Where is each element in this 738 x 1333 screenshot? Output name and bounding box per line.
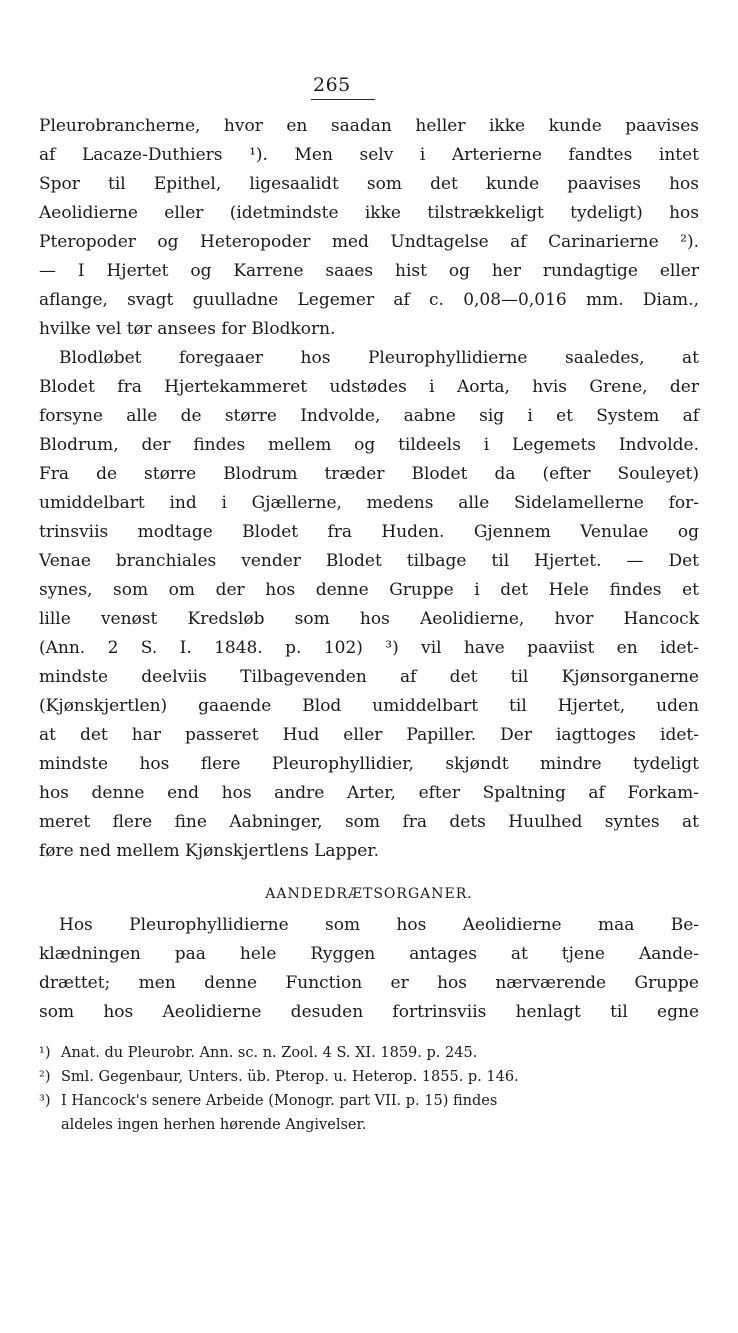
body-line: synes, som om der hos denne Gruppe i det Hele findes et: [39, 580, 699, 600]
footnote: [39, 1068, 699, 1086]
body-line: meret flere fine Aabninger, som fra dets Huulhed syntes at: [39, 812, 699, 832]
body-line: hos denne end hos andre Arter, efter Spaltning af Forkam-: [39, 783, 699, 803]
body-line: lille venøst Kredsløb som hos Aeolidierne, hvor Hancock: [39, 609, 699, 629]
body-line: aflange, svagt guulladne Legemer af c. 0,08—0,016 mm. Diam.,: [39, 290, 699, 310]
body-line: Fra de større Blodrum træder Blodet da (efter Souleyet): [39, 464, 699, 484]
footnote-marker: ¹): [39, 1045, 51, 1061]
section-heading: AANDEDRÆTSORGANER.: [265, 886, 473, 902]
footnote-text: Anat. du Pleurobr. Ann. sc. n. Zool. 4 S. XI. 1859. p. 245.: [61, 1045, 478, 1061]
body-line: at det har passeret Hud eller Papiller. Der iagttoges idet-: [39, 725, 699, 745]
body-line: Pleurobrancherne, hvor en saadan heller ikke kunde paavises: [39, 116, 699, 136]
footnote-text: Sml. Gegenbaur, Unters. üb. Pterop. u. Heterop. 1855. p. 146.: [61, 1069, 519, 1085]
body-line: Spor til Epithel, ligesaalidt som det kunde paavises hos: [39, 174, 699, 194]
body-line: Pteropoder og Heteropoder med Undtagelse af Carinarierne ²).: [39, 232, 699, 252]
body-line: — I Hjertet og Karrene saaes hist og her rundagtige eller: [39, 261, 699, 281]
footnote-text: I Hancock's senere Arbeide (Monogr. part VII. p. 15) findes: [61, 1093, 498, 1109]
body-line: føre ned mellem Kjønskjertlens Lapper.: [39, 841, 380, 861]
page-number: 265: [313, 74, 351, 96]
body-line: Venae branchiales vender Blodet tilbage til Hjertet. — Det: [39, 551, 699, 571]
body-line: (Ann. 2 S. I. 1848. p. 102) ³) vil have paaviist en idet-: [39, 638, 699, 658]
body-line: (Kjønskjertlen) gaaende Blod umiddelbart til Hjertet, uden: [39, 696, 699, 716]
body-line: umiddelbart ind i Gjællerne, medens alle Sidelamellerne for-: [39, 493, 699, 513]
body-line: forsyne alle de større Indvolde, aabne sig i et System af: [39, 406, 699, 426]
body-line: Blodløbet foregaaer hos Pleurophyllidierne saaledes, at: [59, 348, 699, 368]
footnote-text: aldeles ingen herhen hørende Angivelser.: [61, 1117, 367, 1133]
body-line: hvilke vel tør ansees for Blodkorn.: [39, 319, 336, 339]
body-line: som hos Aeolidierne desuden fortrinsviis henlagt til egne: [39, 1002, 699, 1022]
footnote-marker: ²): [39, 1069, 51, 1085]
body-line: Hos Pleurophyllidierne som hos Aeolidierne maa Be-: [59, 915, 699, 935]
body-line: Aeolidierne eller (idetmindste ikke tilstrækkeligt tydeligt) hos: [39, 203, 699, 223]
body-line: Blodrum, der findes mellem og tildeels i Legemets Indvolde.: [39, 435, 699, 455]
body-line: trinsviis modtage Blodet fra Huden. Gjennem Venulae og: [39, 522, 699, 542]
body-line: mindste deelviis Tilbagevenden af det til Kjønsorganerne: [39, 667, 699, 687]
footnote: [39, 1116, 699, 1134]
body-line: drættet; men denne Function er hos nærværende Gruppe: [39, 973, 699, 993]
footnote: [39, 1092, 699, 1110]
page-number-rule: [311, 99, 375, 100]
body-line: Blodet fra Hjertekammeret udstødes i Aorta, hvis Grene, der: [39, 377, 699, 397]
body-line: klædningen paa hele Ryggen antages at tjene Aande-: [39, 944, 699, 964]
body-line: af Lacaze-Duthiers ¹). Men selv i Arterierne fandtes intet: [39, 145, 699, 165]
body-line: mindste hos flere Pleurophyllidier, skjøndt mindre tydeligt: [39, 754, 699, 774]
footnote-marker: ³): [39, 1093, 51, 1109]
footnote: [39, 1044, 699, 1062]
